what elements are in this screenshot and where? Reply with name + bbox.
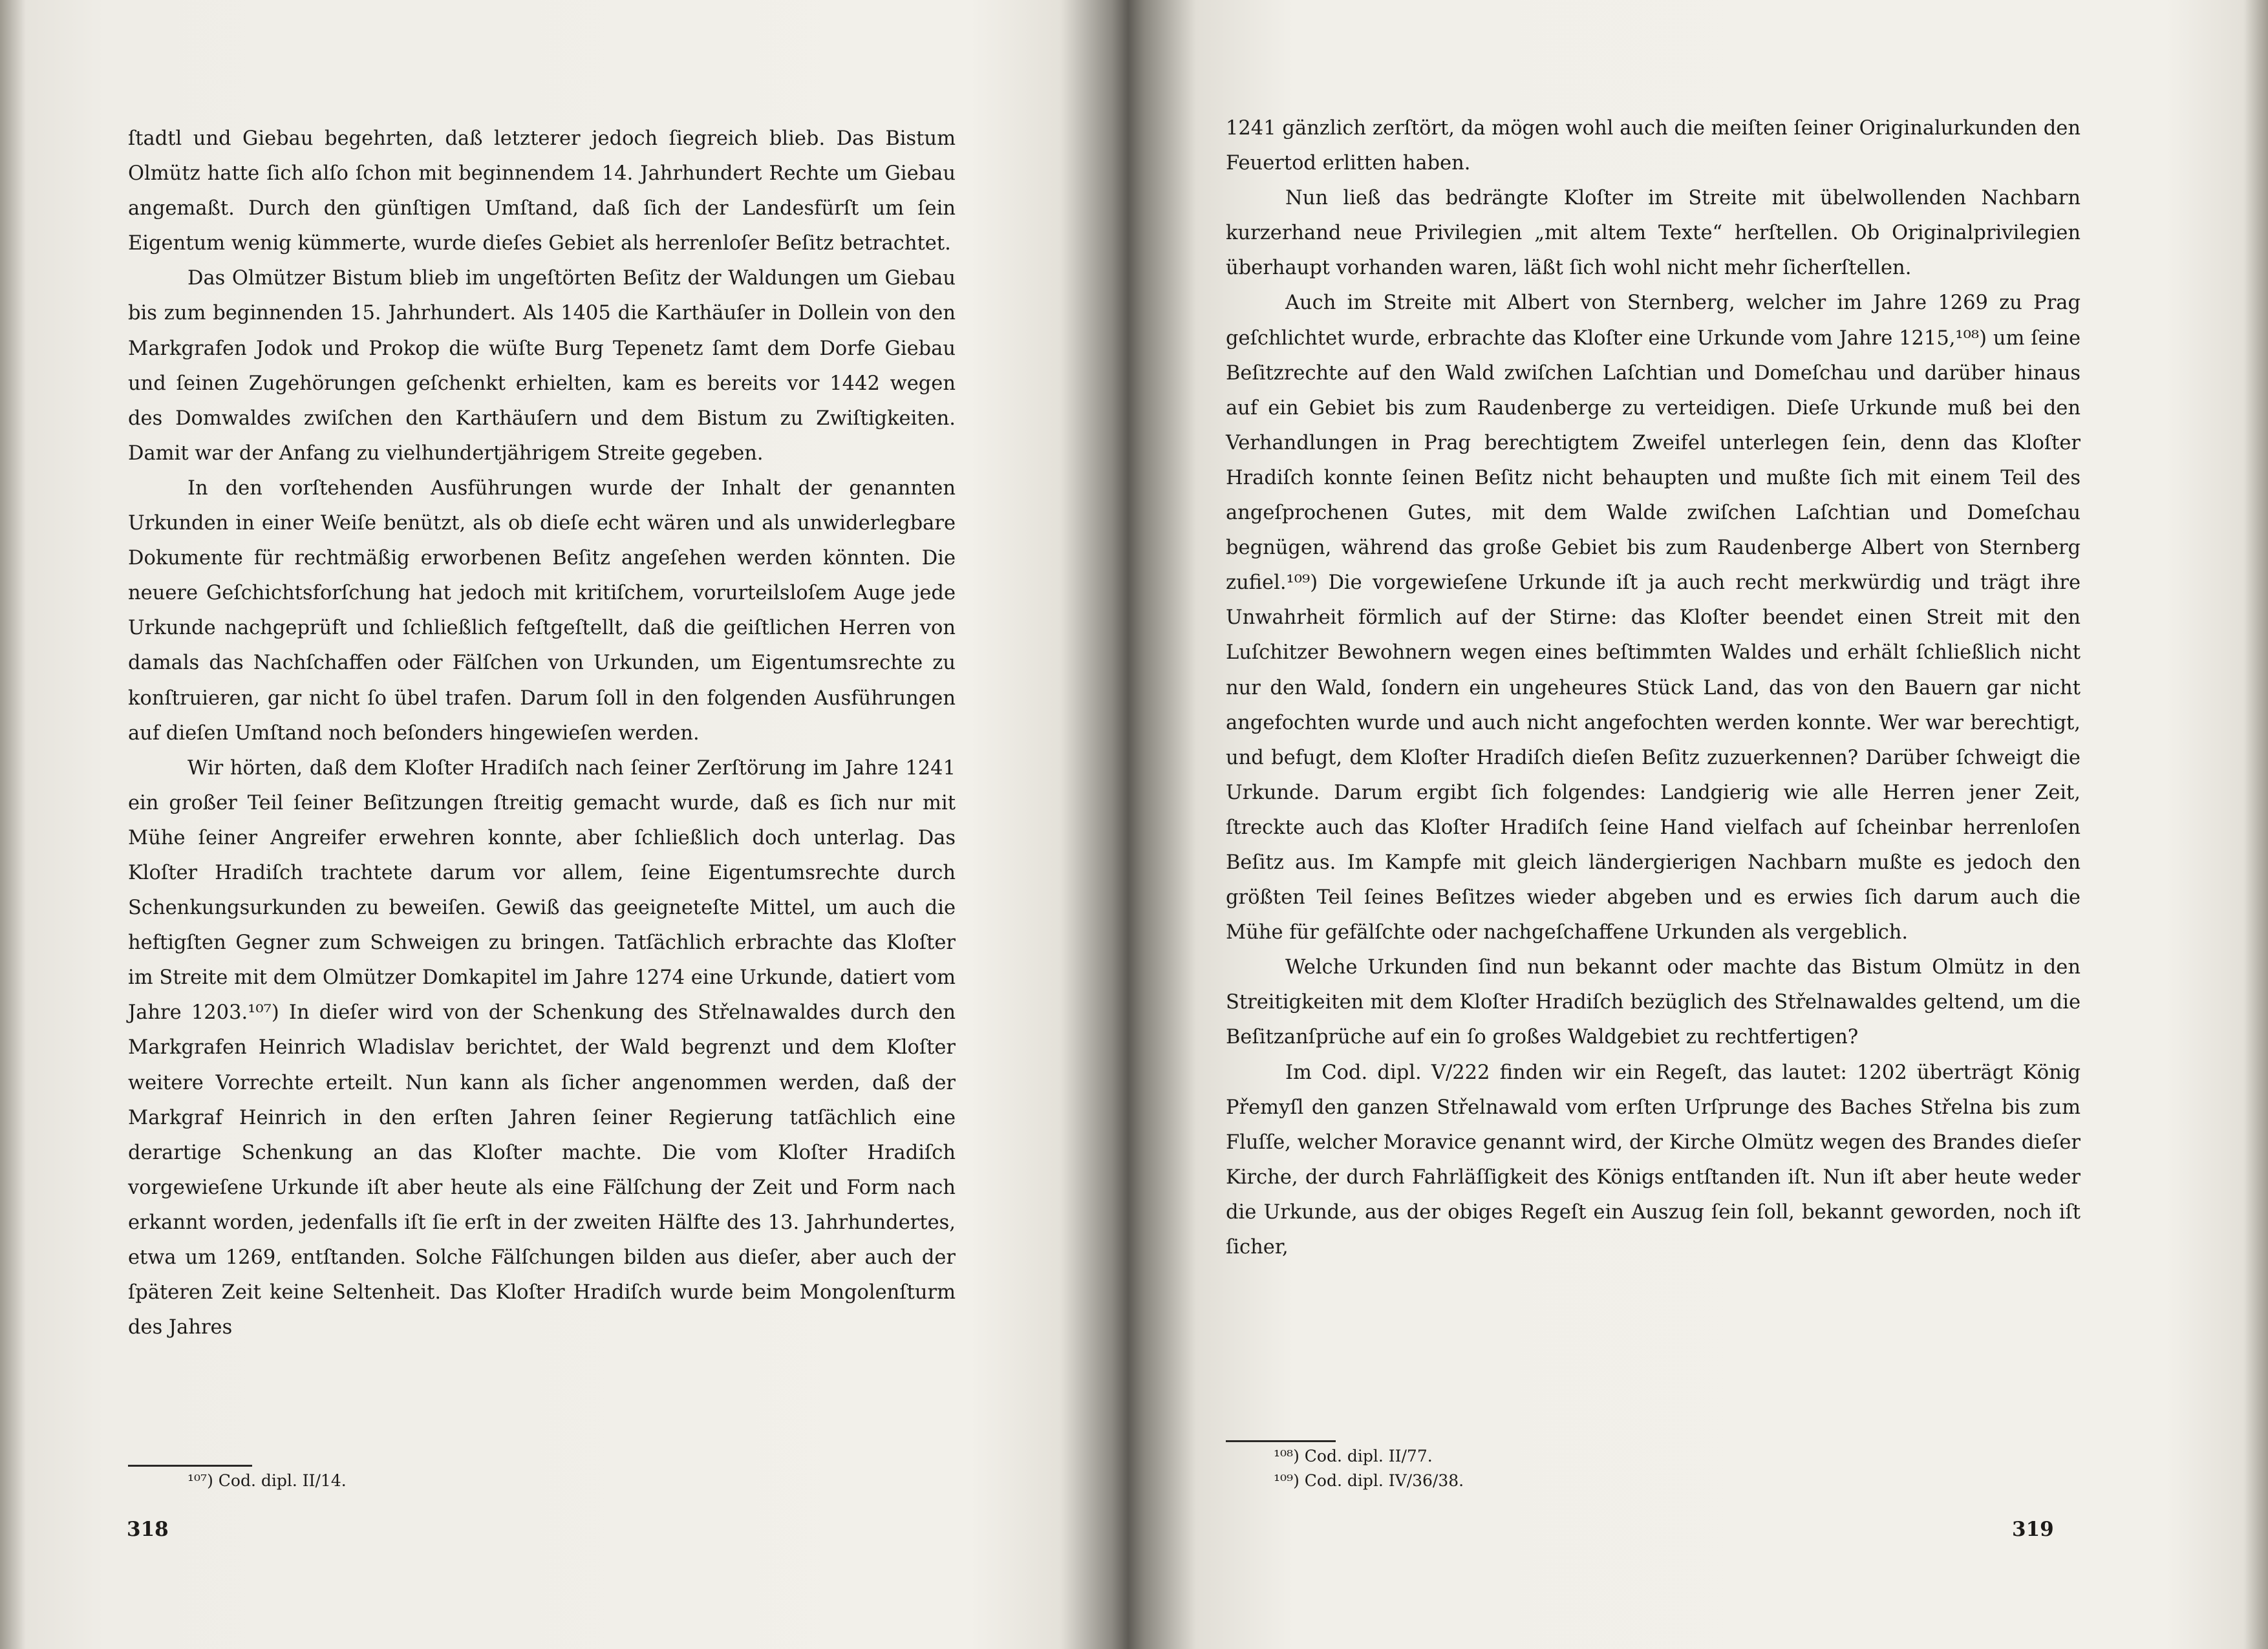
paragraph: Auch im Streite mit Albert von Sternberg, welcher im Jahre 1269 zu Prag geſchlichtet wurde, erbrachte das Kloſter eine Urkunde vom Jahre 1215,¹⁰⁸) um ſeine Beſitzrechte auf den Wald zwiſchen Laſchtian und Domeſchau und darüber hinaus auf ein Gebiet bis zum Raudenberge zu verteidigen. Dieſe Urkunde muß bei den Verhandlungen in Prag berechtigtem Zweifel unterlegen ſein, denn das Kloſter Hradiſch konnte ſeinen Beſitz nicht behaupten und mußte ſich mit einem Teil des angeſprochenen Gutes, mit dem Walde zwiſchen Laſchtian und Domeſchau begnügen, während das große Gebiet bis zum Raudenberge Albert von Sternberg zufiel.¹⁰⁹) Die vorgewieſene Urkunde iſt ja auch recht merkwürdig und trägt ihre Unwahrheit förmlich auf der Stirne: das Kloſter beendet einen Streit mit den Luſchitzer Bewohnern wegen eines beſtimmten Waldes und erhält ſchließlich nicht nur den Wald, ſondern ein ungeheures Stück Land, das von den Bauern gar nicht angefochten wurde und auch nicht angefochten werden konnte. Wer war berechtigt, und befugt, dem Kloſter Hradiſch dieſen Beſitz zuzuerkennen? Darüber ſchweigt die Urkunde. Darum ergibt ſich folgendes: Landgierig wie alle Herren jener Zeit, ſtreckte auch das Kloſter Hradiſch ſeine Hand vielfach auf ſcheinbar herrenloſen Beſitz aus. Im Kampfe mit gleich ländergierigen Nachbarn mußte es jedoch den größten Teil ſeines Beſitzes wieder abgeben und es erwies ſich darum auch die Mühe für gefälſchte oder nachgeſchaffene Urkunden als vergeblich. (1226, 292, 2081, 944)
footnote: ¹⁰⁹) Cod. dipl. IV/36/38. (1274, 1471, 1464, 1490)
page-number: 319 (2012, 1518, 2054, 1541)
left-footnotes (187, 1469, 347, 1493)
paragraph: ſtadtl und Giebau begehrten, daß letzterer jedoch ſiegreich blieb. Das Bistum Olmütz hatte ſich alſo ſchon mit beginnendem 14. Jahrhundert Rechte um Giebau angemaßt. Durch den günſtigen Umſtand, daß ſich der Landesfürſt um ſein Eigentum wenig kümmerte, wurde dieſes Gebiet als herrenloſer Beſitz betrachtet. (128, 127, 956, 255)
footnote-rule (128, 1465, 252, 1467)
footnote: ¹⁰⁸) Cod. dipl. II/77. (1274, 1447, 1433, 1465)
paragraph: Wir hörten, daß dem Kloſter Hradiſch nach ſeiner Zerſtörung im Jahre 1241 ein großer Teil ſeiner Beſitzungen ſtreitig gemacht wurde, daß es ſich nur mit Mühe ſeiner Angreifer erwehren konnte, aber ſchließlich doch unterlag. Das Kloſter Hradiſch trachtete darum vor allem, ſeine Eigentumsrechte durch Schenkungsurkunden zu beweiſen. Gewiß das geeigneteſte Mittel, um auch die heftigſten Gegner zum Schweigen zu bringen. Tatſächlich erbrachte das Kloſter im Streite mit dem Olmützer Domkapitel im Jahre 1274 eine Urkunde, datiert vom Jahre 1203.¹⁰⁷) In dieſer wird von der Schenkung des Střelnawaldes durch den Markgrafen Heinrich Wladislav berichtet, der Wald begrenzt und dem Kloſter weitere Vorrechte erteilt. Nun kann als ſicher angenommen werden, daß der Markgraf Heinrich in den erſten Jahren ſeiner Regierung tatſächlich eine derartige Schenkung an das Kloſter machte. Die vom Kloſter Hradiſch vorgewieſene Urkunde iſt aber heute als eine Fälſchung der Zeit und Form nach erkannt worden, jedenfalls iſt ſie erſt in der zweiten Hälfte des 13. Jahrhundertes, etwa um 1269, entſtanden. Solche Fälſchungen bilden aus dieſer, aber auch der ſpäteren Zeit keine Seltenheit. Das Kloſter Hradiſch wurde beim Mongolenſturm des Jahres (128, 756, 956, 1339)
footnote: ¹⁰⁷) Cod. dipl. II/14. (187, 1471, 347, 1490)
paragraph: Nun ließ das bedrängte Kloſter im Streite mit übelwollenden Nachbarn kurzerhand neue Privilegien „mit altem Texte“ herſtellen. Ob Originalprivilegien überhaupt vorhanden waren, läßt ſich wohl nicht mehr ſicherſtellen. (1226, 187, 2081, 280)
right-page-body (1226, 111, 2081, 1265)
right-page (1144, 0, 2268, 1649)
paragraph: Im Cod. dipl. V/222 finden wir ein Regeſt, das lautet: 1202 überträgt König Přemyſl den ganzen Střelnawald vom erſten Urſprunge des Baches Střelna bis zum Fluſſe, welcher Moravice genannt wird, der Kirche Olmütz wegen des Brandes dieſer Kirche, der durch Fahrläſſigkeit des Königs entſtanden iſt. Nun iſt aber heute weder die Urkunde, aus der obiges Regeſt ein Auszug ſein ſoll, bekannt geworden, noch iſt ſicher, (1226, 1061, 2081, 1259)
right-footnotes (1274, 1444, 1464, 1493)
page-number: 318 (127, 1518, 169, 1541)
left-page-body (128, 122, 956, 1345)
left-page (0, 0, 1112, 1649)
paragraph: Welche Urkunden ſind nun bekannt oder machte das Bistum Olmütz in den Streitigkeiten mit dem Kloſter Hradiſch bezüglich des Střelnawaldes geltend, um die Beſitzanſprüche auf ein ſo großes Waldgebiet zu rechtfertigen? (1226, 956, 2081, 1049)
paragraph: 1241 gänzlich zerſtört, da mögen wohl auch die meiſten ſeiner Originalurkunden den Feuertod erlitten haben. (1226, 117, 2081, 175)
footnote-rule (1226, 1440, 1336, 1442)
paragraph: Das Olmützer Bistum blieb im ungeſtörten Beſitz der Waldungen um Giebau bis zum beginnenden 15. Jahrhundert. Als 1405 die Karthäuſer in Dollein von den Markgrafen Jodok und Prokop die wüſte Burg Tepenetz ſamt dem Dorfe Giebau und ſeinen Zugehörungen geſchenkt erhielten, kam es bereits vor 1442 wegen des Domwaldes zwiſchen den Karthäuſern und dem Bistum zu Zwiſtigkeiten. Damit war der Anfang zu vielhundertjährigem Streite gegeben. (128, 267, 956, 465)
paragraph: In den vorſtehenden Ausführungen wurde der Inhalt der genannten Urkunden in einer Weiſe benützt, als ob dieſe echt wären und als unwiderlegbare Dokumente für rechtmäßig erworbenen Beſitz angeſehen werden könnten. Die neuere Geſchichtsforſchung hat jedoch mit kritiſchem, vorurteilsloſem Auge jede Urkunde nachgeprüft und ſchließlich feſtgeſtellt, daß die geiſtlichen Herren von damals das Nachſchaffen oder Fälſchen von Urkunden, um Eigentumsrechte zu konſtruieren, gar nicht ſo übel trafen. Darum ſoll in den folgenden Ausführungen auf dieſen Umſtand noch beſonders hingewieſen werden. (128, 476, 956, 745)
